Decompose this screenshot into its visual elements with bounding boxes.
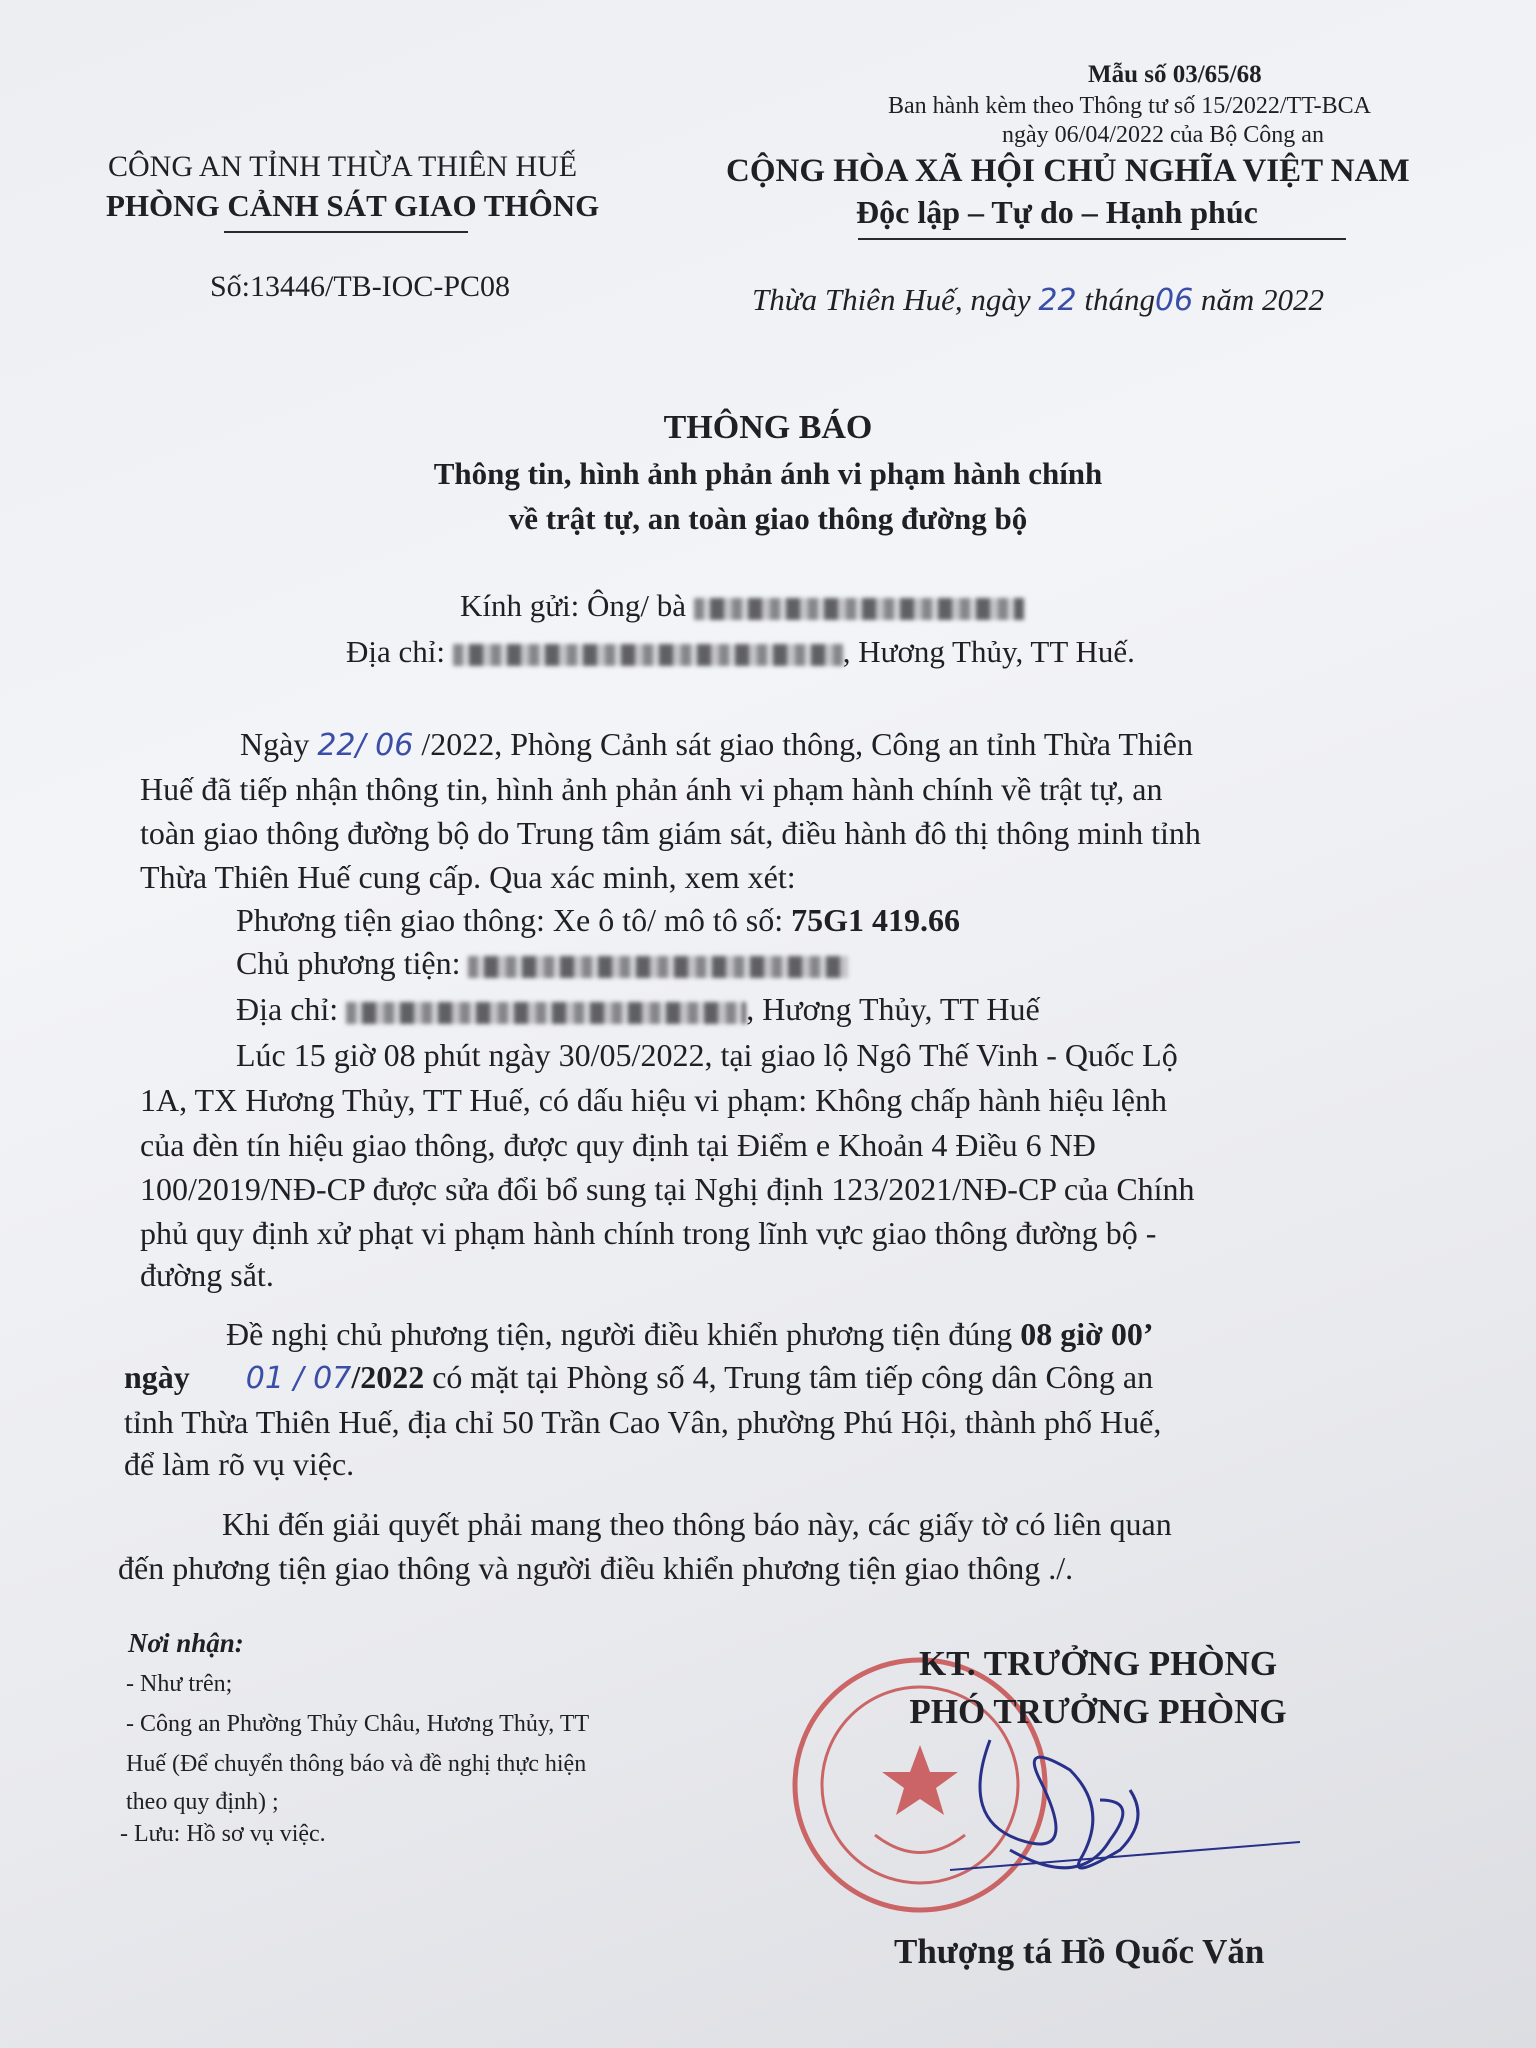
p1-line1-tail: /2022, Phòng Cảnh sát giao thông, Công an tỉnh Thừa Thiên	[421, 726, 1193, 762]
p1-date-handwritten: 22/ 06	[317, 728, 414, 763]
request-date-handwritten: 01 / 07	[245, 1361, 352, 1396]
request-line1	[226, 1318, 1154, 1350]
closing-line2: đến phương tiện giao thông và người điều khiển phương tiện giao thông ./.	[118, 1550, 1074, 1586]
redacted-address	[453, 644, 843, 666]
date-month-handwritten: 06	[1154, 283, 1194, 318]
violation-line4: 100/2019/NĐ-CP được sửa đổi bổ sung tại Nghị định 123/2021/NĐ-CP của Chính	[140, 1171, 1195, 1207]
date-prefix: Thừa Thiên Huế, ngày	[752, 282, 1031, 317]
p1-day-label: Ngày	[240, 726, 310, 762]
recipients-line4: theo quy định) ;	[126, 1789, 279, 1815]
nation-underline	[858, 238, 1346, 240]
p1-line4: Thừa Thiên Huế cung cấp. Qua xác minh, xem xét:	[140, 859, 796, 895]
redacted-owner-address	[346, 1002, 746, 1024]
signature-line1: KT. TRƯỞNG PHÒNG	[918, 1644, 1278, 1683]
recipient-greeting-label: Kính gửi: Ông/ bà	[460, 588, 687, 623]
date-month-label: tháng	[1084, 282, 1155, 317]
owner-address-label: Địa chỉ:	[236, 991, 339, 1027]
p1-line2: Huế đã tiếp nhận thông tin, hình ảnh phản ánh vi phạm hành chính về trật tự, an	[140, 771, 1163, 807]
recipient-greeting	[460, 590, 1024, 621]
agency-line2: PHÒNG CẢNH SÁT GIAO THÔNG	[106, 188, 600, 223]
recipients-line1: - Như trên;	[126, 1671, 233, 1697]
request-line2	[124, 1361, 1153, 1394]
recipient-address-label: Địa chỉ:	[346, 634, 445, 669]
p1-line1	[240, 728, 1193, 761]
signature-line2: PHÓ TRƯỞNG PHÒNG	[909, 1692, 1287, 1731]
nation-line2: Độc lập – Tự do – Hạnh phúc	[856, 194, 1258, 230]
violation-line6: đường sắt.	[140, 1257, 274, 1293]
vehicle-line	[236, 904, 960, 936]
request-line2-tail: có mặt tại Phòng số 4, Trung tâm tiếp công dân Công an	[424, 1359, 1154, 1395]
owner-address-line	[236, 993, 1040, 1025]
vehicle-plate: 75G1 419.66	[791, 902, 961, 938]
violation-line2: 1A, TX Hương Thủy, TT Huế, có dấu hiệu vi phạm: Không chấp hành hiệu lệnh	[140, 1082, 1167, 1118]
recipients-line3: Huế (Để chuyển thông báo và đề nghị thực hiện	[126, 1751, 587, 1777]
recipient-address	[346, 636, 1135, 667]
request-time: 08 giờ 00’	[1020, 1316, 1154, 1352]
recipients-line5: - Lưu: Hồ sơ vụ việc.	[120, 1821, 326, 1847]
violation-line5: phủ quy định xử phạt vi phạm hành chính trong lĩnh vực giao thông đường bộ -	[140, 1215, 1157, 1251]
nation-line1: CỘNG HÒA XÃ HỘI CHỦ NGHĨA VIỆT NAM	[726, 153, 1410, 189]
signature-scribble	[950, 1740, 1300, 1870]
request-line3: tỉnh Thừa Thiên Huế, địa chỉ 50 Trần Cao Vân, phường Phú Hội, thành phố Huế,	[124, 1404, 1162, 1440]
request-line1-text: Đề nghị chủ phương tiện, người điều khiển phương tiện đúng	[226, 1316, 1021, 1352]
agency-line1: CÔNG AN TỈNH THỪA THIÊN HUẾ	[108, 150, 578, 183]
owner-line	[236, 947, 848, 979]
date-line	[752, 284, 1324, 316]
request-day-label: ngày	[124, 1359, 190, 1395]
notice-subtitle-2: về trật tự, an toàn giao thông đường bộ	[508, 501, 1028, 536]
form-number: Mẫu số 03/65/68	[1088, 61, 1262, 88]
date-day-handwritten: 22	[1038, 283, 1077, 318]
form-issued-line2: ngày 06/04/2022 của Bộ Công an	[1002, 122, 1324, 148]
request-year: /2022	[351, 1359, 425, 1395]
date-year: năm 2022	[1200, 282, 1325, 317]
recipient-address-tail: , Hương Thủy, TT Huế.	[842, 634, 1135, 669]
form-issued-line1: Ban hành kèm theo Thông tư số 15/2022/TT-BCA	[888, 93, 1371, 119]
document-number: Số:13446/TB-IOC-PC08	[210, 270, 511, 303]
agency-underline	[224, 231, 468, 233]
violation-line3: của đèn tín hiệu giao thông, được quy định tại Điểm e Khoản 4 Điều 6 NĐ	[140, 1127, 1096, 1163]
owner-address-tail: , Hương Thủy, TT Huế	[746, 991, 1040, 1027]
signer-name: Thượng tá Hồ Quốc Văn	[894, 1932, 1265, 1971]
recipients-title: Nơi nhận:	[128, 1628, 244, 1658]
redacted-owner	[468, 956, 848, 978]
owner-label: Chủ phương tiện:	[236, 945, 461, 981]
redacted-name	[694, 598, 1024, 620]
violation-line1: Lúc 15 giờ 08 phút ngày 30/05/2022, tại giao lộ Ngô Thế Vinh - Quốc Lộ	[236, 1037, 1178, 1073]
recipients-line2: - Công an Phường Thủy Châu, Hương Thủy, TT	[126, 1711, 590, 1737]
closing-line1: Khi đến giải quyết phải mang theo thông báo này, các giấy tờ có liên quan	[222, 1506, 1172, 1542]
notice-subtitle-1: Thông tin, hình ảnh phản ánh vi phạm hành chính	[433, 456, 1103, 491]
vehicle-label: Phương tiện giao thông: Xe ô tô/ mô tô số:	[236, 902, 792, 938]
request-line4: để làm rõ vụ việc.	[124, 1446, 355, 1482]
p1-line3: toàn giao thông đường bộ do Trung tâm giám sát, điều hành đô thị thông minh tỉnh	[140, 815, 1201, 851]
notice-title: THÔNG BÁO	[663, 409, 873, 446]
